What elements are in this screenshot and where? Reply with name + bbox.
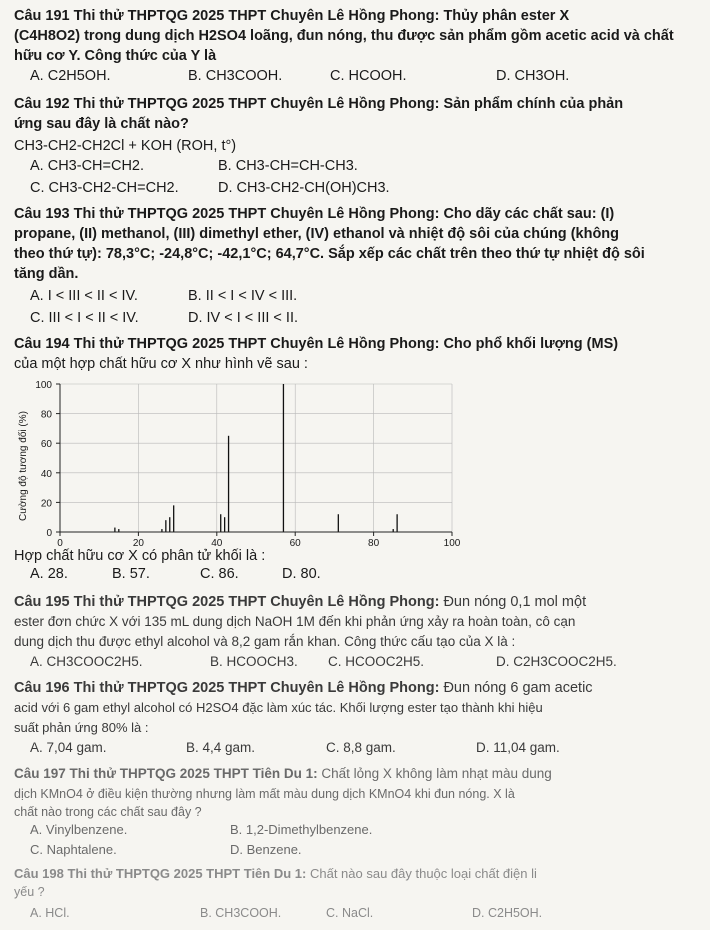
q195-text-1: Đun nóng 0,1 mol một — [443, 594, 587, 610]
q191-option-c[interactable]: C. HCOOH. — [330, 68, 407, 84]
q196-heading: Câu 196 Thi thử THPTQG 2025 THPT Chuyên Lê Hồng Phong: — [14, 680, 440, 696]
q194-option-b[interactable]: B. 57. — [112, 566, 150, 582]
q198-option-a[interactable]: A. HCl. — [30, 906, 70, 920]
q194-option-a[interactable]: A. 28. — [30, 566, 68, 582]
q191-text-2: (C4H8O2) trong dung dịch H2SO4 loãng, đun nóng, thu được sản phẩm gồm acetic acid và chất — [14, 28, 674, 44]
q191-heading: Câu 191 Thi thử THPTQG 2025 THPT Chuyên Lê Hồng Phong: — [14, 8, 440, 24]
q197-text-1: Chất lỏng X không làm nhạt màu dung — [321, 766, 552, 781]
q192-option-d[interactable]: D. CH3-CH2-CH(OH)CH3. — [218, 180, 390, 196]
chart-y-tick-label: 0 — [46, 528, 52, 539]
q196-option-b[interactable]: B. 4,4 gam. — [186, 740, 256, 755]
q195-option-d[interactable]: D. C2H3COOC2H5. — [496, 654, 617, 669]
q198-option-b[interactable]: B. CH3COOH. — [200, 906, 282, 920]
q191-text-1: Thủy phân ester X — [443, 8, 570, 24]
q196-text-3: suất phản ứng 80% là : — [14, 720, 149, 735]
chart-y-tick-label: 60 — [40, 439, 52, 451]
chart-x-tick-labels — [57, 538, 461, 546]
q192-text-2: ứng sau đây là chất nào? — [14, 116, 189, 132]
q193-option-c[interactable]: C. III < I < II < IV. — [30, 310, 139, 326]
q195-option-a[interactable]: A. CH3COOC2H5. — [30, 654, 143, 669]
chart-gridlines — [60, 384, 452, 532]
q191-options — [30, 68, 700, 88]
q193-heading: Câu 193 Thi thử THPTQG 2025 THPT Chuyên Lê Hồng Phong: — [14, 206, 440, 222]
q193-text-2: propane, (II) methanol, (III) dimethyl ether, (IV) ethanol và nhiệt độ sôi của chúng (không — [14, 226, 620, 242]
q197-option-c[interactable]: C. Naphtalene. — [30, 842, 117, 857]
chart-x-tick-label: 80 — [368, 538, 380, 546]
q195-option-b[interactable]: B. HCOOCH3. — [210, 654, 298, 669]
q193-option-a[interactable]: A. I < III < II < IV. — [30, 288, 138, 304]
chart-y-axis-label: Cường độ tương đối (%) — [18, 411, 29, 521]
q198-text-2: yếu ? — [14, 885, 45, 899]
q195-options — [30, 654, 700, 674]
q196-options — [30, 740, 700, 760]
q198-heading: Câu 198 Thi thử THPTQG 2025 THPT Tiên Du 1: — [14, 866, 307, 881]
q195-heading: Câu 195 Thi thử THPTQG 2025 THPT Chuyên Lê Hồng Phong: — [14, 594, 440, 610]
q193-option-b[interactable]: B. II < I < IV < III. — [188, 288, 298, 304]
q197-text-2: dịch KMnO4 ở điều kiện thường nhưng làm mất màu dung dịch KMnO4 khi đun nóng. X là — [14, 787, 515, 801]
q192-option-c[interactable]: C. CH3-CH2-CH=CH2. — [30, 180, 179, 196]
q198-option-d[interactable]: D. C2H5OH. — [472, 906, 543, 920]
q192-options-row1 — [30, 158, 700, 178]
q193-text-4: tăng dần. — [14, 266, 79, 282]
q193-text-1: Cho dãy các chất sau: (I) — [443, 206, 615, 222]
chart-x-tick-label: 20 — [132, 538, 144, 546]
q198-text-1: Chất nào sau đây thuộc loại chất điện li — [309, 866, 537, 881]
q192-text-1: Sản phẩm chính của phản — [443, 96, 624, 112]
q196-option-c[interactable]: C. 8,8 gam. — [326, 740, 396, 755]
q194-option-d[interactable]: D. 80. — [282, 566, 321, 582]
q197-option-b[interactable]: B. 1,2-Dimethylbenzene. — [230, 822, 373, 837]
q196-text-1: Đun nóng 6 gam acetic — [443, 680, 593, 696]
chart-y-tick-label: 100 — [35, 380, 52, 391]
q193-options-row2 — [30, 310, 700, 330]
q198-options — [30, 906, 700, 926]
q197-options-row2 — [30, 842, 700, 862]
q198-option-c[interactable]: C. NaCl. — [326, 906, 374, 920]
chart-y-tick-label: 40 — [40, 468, 52, 480]
q193-options-row1 — [30, 288, 700, 308]
q193-option-d[interactable]: D. IV < I < III < II. — [188, 310, 299, 326]
q193-text-3: theo thứ tự): 78,3°C; -24,8°C; -42,1°C; 64,7°C. Sắp xếp các chất trên theo thứ tự nhiệt độ sôi — [14, 246, 645, 262]
chart-y-tick-label: 20 — [40, 498, 52, 510]
chart-x-tick-label: 0 — [57, 538, 63, 546]
q197-heading: Câu 197 Thi thử THPTQG 2025 THPT Tiên Du 1: — [14, 766, 318, 781]
q192-option-a[interactable]: A. CH3-CH=CH2. — [30, 158, 145, 174]
q194-heading: Câu 194 Thi thử THPTQG 2025 THPT Chuyên Lê Hồng Phong: — [14, 336, 440, 352]
q197-text-3: chất nào trong các chất sau đây ? — [14, 805, 202, 819]
q195-text-2: ester đơn chức X với 135 mL dung dịch NaOH 1M đến khi phản ứng xảy ra hoàn toàn, cô cạn — [14, 614, 576, 629]
chart-axes — [56, 384, 452, 536]
chart-x-tick-label: 100 — [443, 538, 461, 546]
q194-text-1: Cho phổ khối lượng (MS) — [443, 336, 619, 352]
q197-option-d[interactable]: D. Benzene. — [230, 842, 302, 857]
q194-options — [30, 566, 700, 586]
q197-option-a[interactable]: A. Vinylbenzene. — [30, 822, 128, 837]
q194-caption: Hợp chất hữu cơ X có phân tử khối là : — [14, 548, 266, 564]
mass-spectrum-chart — [12, 374, 492, 546]
q196-text-2: acid với 6 gam ethyl alcohol có H2SO4 đặc làm xúc tác. Khối lượng ester tạo thành khi hiệu — [14, 700, 543, 715]
q196-option-a[interactable]: A. 7,04 gam. — [30, 740, 107, 755]
q191-option-b[interactable]: B. CH3COOH. — [188, 68, 283, 84]
chart-x-tick-label: 60 — [289, 538, 301, 546]
q195-option-c[interactable]: C. HCOOC2H5. — [328, 654, 425, 669]
q191-option-a[interactable]: A. C2H5OH. — [30, 68, 111, 84]
q192-reaction: CH3-CH2-CH2Cl + KOH (ROH, t°) — [14, 138, 237, 154]
chart-peaks — [115, 384, 397, 532]
q192-option-b[interactable]: B. CH3-CH=CH-CH3. — [218, 158, 358, 174]
q195-text-3: dung dịch thu được ethyl alcohol và 8,2 gam rắn khan. Công thức cấu tạo của X là : — [14, 634, 516, 649]
chart-x-tick-label: 40 — [211, 538, 223, 546]
chart-y-tick-label: 80 — [40, 409, 52, 421]
q194-option-c[interactable]: C. 86. — [200, 566, 239, 582]
q191-option-d[interactable]: D. CH3OH. — [496, 68, 570, 84]
q192-heading: Câu 192 Thi thử THPTQG 2025 THPT Chuyên Lê Hồng Phong: — [14, 96, 440, 112]
q196-option-d[interactable]: D. 11,04 gam. — [476, 740, 560, 755]
q192-options-row2 — [30, 180, 700, 200]
q197-options-row1 — [30, 822, 700, 842]
q194-text-2: của một hợp chất hữu cơ X như hình vẽ sau : — [14, 356, 308, 372]
chart-y-tick-labels — [35, 380, 52, 539]
q191-text-3: hữu cơ Y. Công thức của Y là — [14, 48, 217, 64]
